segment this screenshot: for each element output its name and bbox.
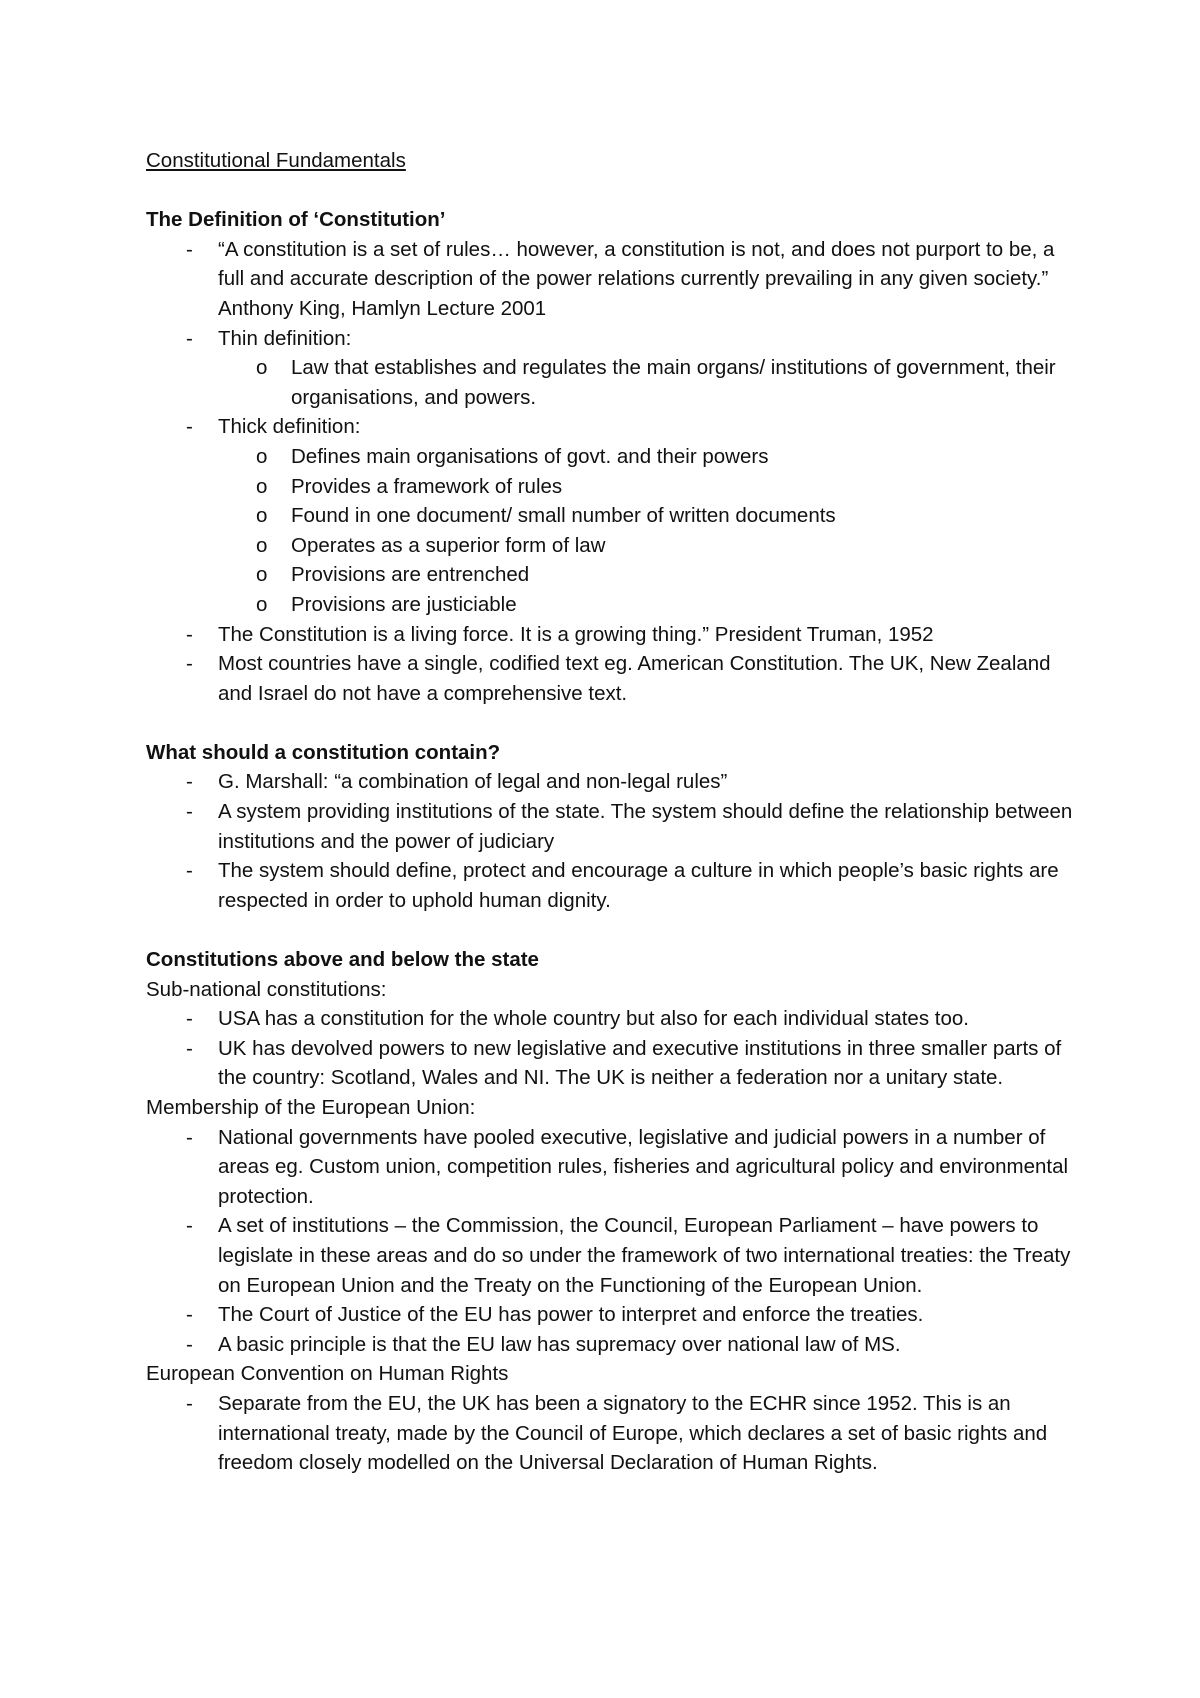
spacer xyxy=(146,176,1086,206)
document-page xyxy=(146,146,1086,1478)
section-above-below xyxy=(146,945,1086,1478)
contain-list xyxy=(146,767,1086,915)
list-item: - National governments have pooled executive, legislative and judicial powers in a number of areas eg. Custom union, competition rules, fisheries and agricultural policy and environmental protection. xyxy=(146,1123,1086,1212)
sub-list-item: o Defines main organisations of govt. and their powers xyxy=(146,442,1086,472)
list-item xyxy=(146,324,1086,354)
definition-list xyxy=(146,235,1086,709)
list-item: - A system providing institutions of the state. The system should define the relationship between institutions and the power of judiciary xyxy=(146,797,1086,856)
eu-list xyxy=(146,1123,1086,1360)
list-item: - The Court of Justice of the EU has power to interpret and enforce the treaties. xyxy=(146,1300,1086,1330)
list-item: - A set of institutions – the Commission, the Council, European Parliament – have powers to legislate in these areas and do so under the framework of two international treaties: the Treaty on European Union and the Treaty on the Functioning of the European Union. xyxy=(146,1211,1086,1300)
list-item: - A basic principle is that the EU law has supremacy over national law of MS. xyxy=(146,1330,1086,1360)
sub-list-item: o Found in one document/ small number of written documents xyxy=(146,501,1086,531)
section-heading: What should a constitution contain? xyxy=(146,740,501,764)
thick-definition-label: Thick definition: xyxy=(218,415,361,439)
section-heading: The Definition of ‘Constitution’ xyxy=(146,208,446,232)
list-item: - USA has a constitution for the whole country but also for each individual states too. xyxy=(146,1004,1086,1034)
sub-list-item: o Provisions are entrenched xyxy=(146,560,1086,590)
document-title: Constitutional Fundamentals xyxy=(146,149,406,172)
list-item: - G. Marshall: “a combination of legal and non-legal rules” xyxy=(146,767,1086,797)
sub-list-item: o Provisions are justiciable xyxy=(146,590,1086,620)
section-definition xyxy=(146,205,1086,708)
list-item xyxy=(146,412,1086,442)
list-item: - The system should define, protect and encourage a culture in which people’s basic rights are respected in order to uphold human dignity. xyxy=(146,856,1086,915)
sub-list-item: o Provides a framework of rules xyxy=(146,472,1086,502)
section-heading: Constitutions above and below the state xyxy=(146,948,539,972)
echr-list xyxy=(146,1389,1086,1478)
sub-list-item: o Operates as a superior form of law xyxy=(146,531,1086,561)
eu-label: Membership of the European Union: xyxy=(146,1096,476,1119)
list-item: - Most countries have a single, codified text eg. American Constitution. The UK, New Zealand and Israel do not have a comprehensive text. xyxy=(146,649,1086,708)
list-item: - The Constitution is a living force. It is a growing thing.” President Truman, 1952 xyxy=(146,620,1086,650)
subnational-list xyxy=(146,1004,1086,1093)
subnational-label: Sub-national constitutions: xyxy=(146,977,387,1001)
spacer xyxy=(146,915,1086,945)
echr-label: European Convention on Human Rights xyxy=(146,1362,509,1386)
sub-list-item: o Law that establishes and regulates the main organs/ institutions of government, their organisations, and powers. xyxy=(146,353,1086,412)
list-item: - Separate from the EU, the UK has been a signatory to the ECHR since 1952. This is an international treaty, made by the Council of Europe, which declares a set of basic rights and freedom closely modelled on the Universal Declaration of Human Rights. xyxy=(146,1389,1086,1478)
thin-definition-label: Thin definition: xyxy=(218,326,352,350)
spacer xyxy=(146,708,1086,738)
list-item: - UK has devolved powers to new legislative and executive institutions in three smaller parts of the country: Scotland, Wales and NI. The UK is neither a federation nor a unitary state. xyxy=(146,1034,1086,1093)
section-contain xyxy=(146,738,1086,916)
list-item: - “A constitution is a set of rules… however, a constitution is not, and does not purport to be, a full and accurate description of the power relations currently prevailing in any given society.” Anthony King, Hamlyn Lecture 2001 xyxy=(146,235,1086,324)
